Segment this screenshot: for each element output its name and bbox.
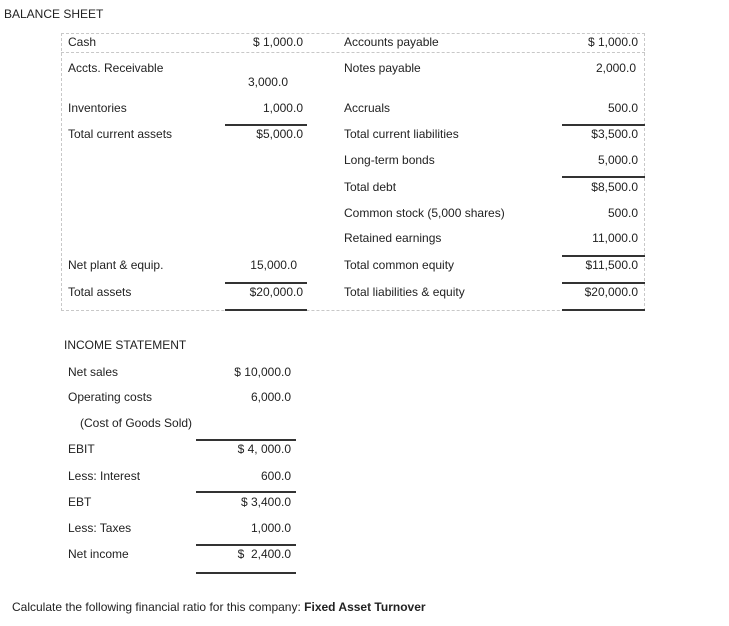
table-row-divider [61,52,645,53]
liability-value: 2,000.0 [595,61,636,75]
asset-value: 3,000.0 [247,75,288,89]
subtotal-rule [562,282,645,284]
income-label: (Cost of Goods Sold) [80,416,193,430]
asset-value: 1,000.0 [262,101,303,115]
income-label: Less: Taxes [68,521,132,535]
asset-value: $ 1,000.0 [252,35,303,49]
income-label: Operating costs [68,390,153,404]
income-value: $ 4, 000.0 [237,442,291,456]
subtotal-rule [225,124,307,126]
income-label: Net sales [68,365,119,379]
subtotal-rule [196,491,296,493]
liability-label: Common stock (5,000 shares) [344,206,505,220]
income-value: $ 3,400.0 [240,495,291,509]
asset-value: 15,000.0 [250,258,297,272]
income-value: $ 10,000.0 [234,365,291,379]
liability-value: 500.0 [607,206,638,220]
asset-label: Total current assets [68,127,173,141]
asset-value: $20,000.0 [249,285,303,299]
liability-label: Notes payable [344,61,421,75]
asset-label: Net plant & equip. [68,258,164,272]
liability-value: 500.0 [607,101,638,115]
subtotal-rule [196,544,296,546]
asset-label: Inventories [68,101,127,115]
income-value: 6,000.0 [250,390,291,404]
subtotal-rule [562,124,645,126]
asset-value: $5,000.0 [256,127,303,141]
subtotal-rule [196,439,296,441]
asset-label: Accts. Receivable [68,61,164,75]
income-label: EBIT [68,442,95,456]
subtotal-rule [562,176,645,178]
liability-value: $20,000.0 [584,285,638,299]
income-value: 600.0 [260,469,291,483]
liability-label: Long-term bonds [344,153,435,167]
asset-label: Cash [68,35,97,49]
liability-value: $11,500.0 [585,258,638,272]
liability-label: Accruals [344,101,391,115]
total-rule [196,572,296,574]
liability-value: 5,000.0 [597,153,638,167]
income-label: Less: Interest [68,469,141,483]
liability-label: Accounts payable [344,35,439,49]
liability-value: $3,500.0 [591,127,638,141]
total-rule [562,309,645,311]
liability-label: Retained earnings [344,231,442,245]
liability-label: Total liabilities & equity [344,285,465,299]
subtotal-rule [562,255,645,257]
total-rule [225,309,307,311]
question-ratio: Fixed Asset Turnover [304,600,426,614]
liability-label: Total current liabilities [344,127,459,141]
question-text [12,600,426,614]
income-value: $ 2,400.0 [237,547,291,561]
subtotal-rule [225,282,307,284]
income-label: EBT [68,495,92,509]
liability-value: $ 1,000.0 [587,35,638,49]
asset-label: Total assets [68,285,132,299]
income-value: 1,000.0 [250,521,291,535]
liability-label: Total debt [344,180,397,194]
question-prompt: Calculate the following financial ratio for this company: [12,600,301,614]
liability-label: Total common equity [344,258,455,272]
balance-sheet-title: BALANCE SHEET [4,7,104,21]
liability-value: $8,500.0 [591,180,638,194]
income-statement-title: INCOME STATEMENT [64,338,187,352]
liability-value: 11,000.0 [592,231,638,245]
income-label: Net income [68,547,129,561]
